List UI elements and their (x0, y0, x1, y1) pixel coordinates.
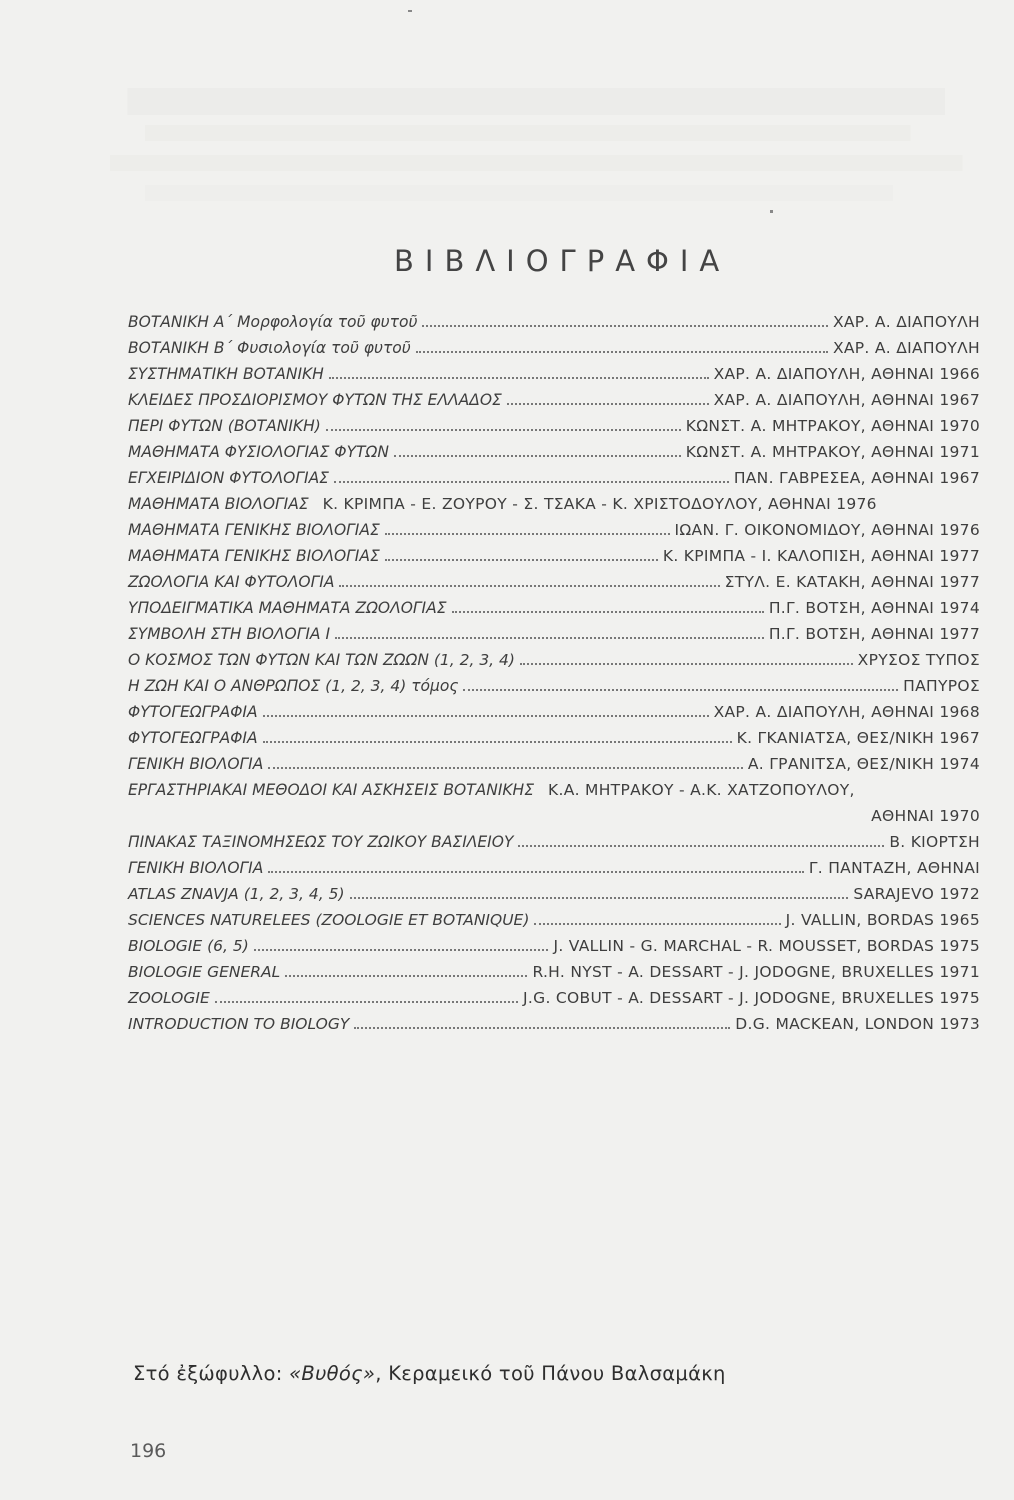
bibliography-entry (128, 669, 980, 695)
dust-mark (408, 10, 412, 12)
caption-work-title: «Βυθός» (289, 1362, 376, 1385)
dot-leader (520, 663, 853, 665)
dot-leader (335, 637, 764, 639)
entry-author: Κ.Α. ΜΗΤΡΑΚΟΥ - Α.Κ. ΧΑΤΖΟΠΟΥΛΟΥ, (548, 781, 855, 799)
entry-author: J. VALLIN - G. MARCHAL - R. MOUSSET, BORDAS 1975 (553, 937, 980, 955)
entry-title: ΠΙΝΑΚΑΣ ΤΑΞΙΝΟΜΗΣΕΩΣ ΤΟΥ ΖΩΙΚΟΥ ΒΑΣΙΛΕΙΟΥ (128, 833, 514, 851)
entry-title: ΕΡΓΑΣΤΗΡΙΑΚΑΙ ΜΕΘΟΔΟΙ ΚΑΙ ΑΣΚΗΣΕΙΣ ΒΟΤΑΝΙΚΗΣ (128, 781, 534, 799)
dot-leader (268, 871, 803, 873)
entry-author: Β. ΚΙΟΡΤΣΗ (889, 833, 980, 851)
bibliography-entry (128, 929, 980, 955)
bibliography-entry (128, 643, 980, 669)
entry-author: D.G. MACKEAN, LONDON 1973 (735, 1015, 980, 1033)
bibliography-entry (128, 513, 980, 539)
dot-leader (263, 715, 709, 717)
dot-leader (329, 377, 709, 379)
bibliography-entry (128, 357, 980, 383)
entry-title: ΜΑΘΗΜΑΤΑ ΒΙΟΛΟΓΙΑΣ (128, 495, 309, 513)
bibliography-entry (128, 721, 980, 747)
bibliography-entry (128, 461, 980, 487)
bibliography-entry (128, 981, 980, 1007)
entry-title: BIOLOGIE (6, 5) (128, 937, 249, 955)
entry-title: ΣΥΜΒΟΛΗ ΣΤΗ ΒΙΟΛΟΓΙΑ Ι (128, 625, 331, 643)
dot-leader (452, 611, 764, 613)
entry-author: ΣΤΥΛ. Ε. ΚΑΤΑΚΗ, ΑΘΗΝΑΙ 1977 (724, 573, 980, 591)
entry-author: Κ. ΓΚΑΝΙΑΤΣΑ, ΘΕΣ/ΝΙΚΗ 1967 (736, 729, 980, 747)
bibliography-entry (128, 409, 980, 435)
bibliography-entry (128, 331, 980, 357)
entry-author: ΧΑΡ. Α. ΔΙΑΠΟΥΛΗ (832, 313, 980, 331)
dot-leader (385, 533, 670, 535)
bibliography-entry (128, 903, 980, 929)
entry-author: ΑΘΗΝΑΙ 1970 (871, 807, 980, 825)
dot-leader (285, 975, 527, 977)
bibliography-entry (128, 747, 980, 773)
dot-leader (268, 767, 743, 769)
entry-author: ΧΡΥΣΟΣ ΤΥΠΟΣ (857, 651, 980, 669)
bibliography-entry (128, 851, 980, 877)
entry-title: BIOLOGIE GENERAL (128, 963, 281, 981)
entry-author: ΠΑΠΥΡΟΣ (903, 677, 980, 695)
bibliography-entry (128, 799, 980, 825)
entry-author: Κ. ΚΡΙΜΠΑ - Ε. ΖΟΥΡΟΥ - Σ. ΤΣΑΚΑ - Κ. ΧΡΙΣΤΟΔΟΥΛΟΥ, ΑΘΗΝΑΙ 1976 (322, 495, 877, 513)
dot-leader (339, 585, 719, 587)
entry-title: Ο ΚΟΣΜΟΣ ΤΩΝ ΦΥΤΩΝ ΚΑΙ ΤΩΝ ΖΩΩΝ (1, 2, 3, 4) (128, 651, 515, 669)
entry-author: ΧΑΡ. Α. ΔΙΑΠΟΥΛΗ (832, 339, 980, 357)
entry-author: Κ. ΚΡΙΜΠΑ - Ι. ΚΑΛΟΠΙΣΗ, ΑΘΗΝΑΙ 1977 (662, 547, 980, 565)
entry-title: ΣΥΣΤΗΜΑΤΙΚΗ ΒΟΤΑΝΙΚΗ (128, 365, 324, 383)
caption-prefix: Στό ἐξώφυλλο: (133, 1362, 290, 1385)
dot-leader (422, 325, 828, 327)
entry-title: ZOOLOGIE (128, 989, 210, 1007)
bibliography-entry (128, 487, 980, 513)
entry-title: ΕΓΧΕΙΡΙΔΙΟΝ ΦΥΤΟΛΟΓΙΑΣ (128, 469, 329, 487)
dot-leader (354, 1027, 730, 1029)
bibliography-entry (128, 539, 980, 565)
dot-leader (518, 845, 884, 847)
bibliography-entry (128, 305, 980, 331)
bibliography-entry (128, 1007, 980, 1033)
entry-title: ΒΟΤΑΝΙΚΗ Α΄ Μορφολογία τοῦ φυτοῦ (128, 313, 418, 331)
entry-title: ΜΑΘΗΜΑΤΑ ΦΥΣΙΟΛΟΓΙΑΣ ΦΥΤΩΝ (128, 443, 389, 461)
entry-title: ΒΟΤΑΝΙΚΗ Β΄ Φυσιολογία τοῦ φυτοῦ (128, 339, 411, 357)
bibliography-entry (128, 591, 980, 617)
bibliography-entry (128, 955, 980, 981)
dot-leader (463, 689, 898, 691)
caption-suffix: , Κεραμεικό τοῦ Πάνου Βαλσαμάκη (375, 1362, 726, 1385)
entry-title: ΓΕΝΙΚΗ ΒΙΟΛΟΓΙΑ (128, 755, 264, 773)
entry-title: ΥΠΟΔΕΙΓΜΑΤΙΚΑ ΜΑΘΗΜΑΤΑ ΖΩΟΛΟΓΙΑΣ (128, 599, 447, 617)
entry-title: INTRODUCTION TO BIOLOGY (128, 1015, 350, 1033)
dot-leader (334, 481, 729, 483)
entry-author: ΧΑΡ. Α. ΔΙΑΠΟΥΛΗ, ΑΘΗΝΑΙ 1967 (713, 391, 980, 409)
entry-title: SCIENCES NATURELEES (ZOOLOGIE ET BOTANIQUE) (128, 911, 530, 929)
entry-author: ΚΩΝΣΤ. Α. ΜΗΤΡΑΚΟΥ, ΑΘΗΝΑΙ 1970 (685, 417, 980, 435)
show-through-texture (110, 88, 980, 201)
entry-title: ΜΑΘΗΜΑΤΑ ΓΕΝΙΚΗΣ ΒΙΟΛΟΓΙΑΣ (128, 547, 380, 565)
bibliography-list (128, 305, 980, 1033)
entry-title: ΜΑΘΗΜΑΤΑ ΓΕΝΙΚΗΣ ΒΙΟΛΟΓΙΑΣ (128, 521, 380, 539)
dot-leader (394, 455, 681, 457)
entry-author: R.H. NYST - A. DESSART - J. JODOGNE, BRUXELLES 1971 (532, 963, 980, 981)
dot-leader (385, 559, 658, 561)
entry-author: ΧΑΡ. Α. ΔΙΑΠΟΥΛΗ, ΑΘΗΝΑΙ 1966 (713, 365, 980, 383)
entry-title: ΠΕΡΙ ΦΥΤΩΝ (ΒΟΤΑΝΙΚΗ) (128, 417, 321, 435)
entry-author: ΚΩΝΣΤ. Α. ΜΗΤΡΑΚΟΥ, ΑΘΗΝΑΙ 1971 (685, 443, 980, 461)
entry-author: Π.Γ. ΒΟΤΣΗ, ΑΘΗΝΑΙ 1977 (768, 625, 980, 643)
entry-author: J. VALLIN, BORDAS 1965 (785, 911, 980, 929)
entry-author: ΙΩΑΝ. Γ. ΟΙΚΟΝΟΜΙΔΟΥ, ΑΘΗΝΑΙ 1976 (674, 521, 980, 539)
dot-leader (507, 403, 709, 405)
bibliography-entry (128, 565, 980, 591)
dot-leader (254, 949, 549, 951)
entry-title: ATLAS ZNAVJA (1, 2, 3, 4, 5) (128, 885, 345, 903)
page-title: ΒΙΒΛΙΟΓΡΑΦΙΑ (394, 244, 731, 278)
entry-author: SARAJEVO 1972 (853, 885, 980, 903)
entry-author: Γ. ΠΑΝΤΑΖΗ, ΑΘΗΝΑΙ (808, 859, 980, 877)
cover-caption (133, 1362, 726, 1385)
bibliography-entry (128, 617, 980, 643)
bibliography-entry (128, 435, 980, 461)
bibliography-entry (128, 773, 980, 799)
bibliography-entry (128, 825, 980, 851)
dot-leader (326, 429, 681, 431)
entry-title: ΓΕΝΙΚΗ ΒΙΟΛΟΓΙΑ (128, 859, 264, 877)
entry-author: ΠΑΝ. ΓΑΒΡΕΣΕΑ, ΑΘΗΝΑΙ 1967 (733, 469, 980, 487)
entry-author: ΧΑΡ. Α. ΔΙΑΠΟΥΛΗ, ΑΘΗΝΑΙ 1968 (713, 703, 980, 721)
entry-title: ΖΩΟΛΟΓΙΑ ΚΑΙ ΦΥΤΟΛΟΓΙΑ (128, 573, 335, 591)
dot-leader (215, 1001, 518, 1003)
entry-title: ΚΛΕΙΔΕΣ ΠΡΟΣΔΙΟΡΙΣΜΟΥ ΦΥΤΩΝ ΤΗΣ ΕΛΛΑΔΟΣ (128, 391, 502, 409)
dot-leader (350, 897, 849, 899)
entry-title: ΦΥΤΟΓΕΩΓΡΑΦΙΑ (128, 729, 258, 747)
entry-title: Η ΖΩΗ ΚΑΙ Ο ΑΝΘΡΩΠΟΣ (1, 2, 3, 4) τόμος (128, 677, 459, 695)
dot-leader (534, 923, 780, 925)
dust-mark (770, 210, 773, 213)
bibliography-entry (128, 383, 980, 409)
entry-title: ΦΥΤΟΓΕΩΓΡΑΦΙΑ (128, 703, 258, 721)
dot-leader (263, 741, 732, 743)
dot-leader (416, 351, 828, 353)
entry-author: Α. ΓΡΑΝΙΤΣΑ, ΘΕΣ/ΝΙΚΗ 1974 (747, 755, 980, 773)
bibliography-entry (128, 695, 980, 721)
page-number: 196 (130, 1440, 167, 1462)
bibliography-entry (128, 877, 980, 903)
entry-author: J.G. COBUT - A. DESSART - J. JODOGNE, BRUXELLES 1975 (523, 989, 980, 1007)
entry-author: Π.Γ. ΒΟΤΣΗ, ΑΘΗΝΑΙ 1974 (768, 599, 980, 617)
